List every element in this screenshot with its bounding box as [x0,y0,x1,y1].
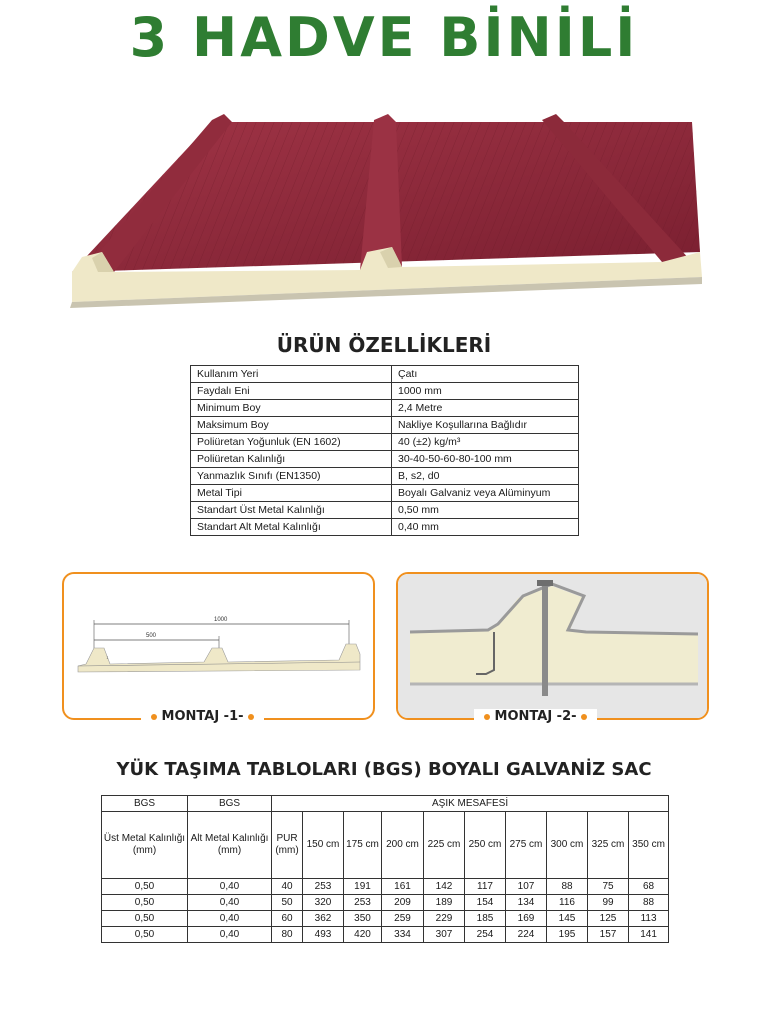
spec-value: 0,50 mm [392,502,579,519]
bullet-dot-icon [151,714,157,720]
table-row [191,400,579,417]
cell: 191 [344,879,382,895]
cell: 0,50 [102,911,188,927]
upper-metal-header: Üst Metal Kalınlığı (mm) [102,812,188,879]
montaj-1-label: MONTAJ -1- [161,709,244,724]
spec-value: 2,4 Metre [392,400,579,417]
cell: 99 [588,895,629,911]
pur-header: PUR (mm) [272,812,303,879]
span-col-header: 250 cm [465,812,506,879]
bgs-header-1: BGS [102,796,188,812]
cell: 40 [272,879,303,895]
cell: 75 [588,879,629,895]
spec-label: Kullanım Yeri [191,366,392,383]
cell: 0,50 [102,895,188,911]
table-row [191,417,579,434]
cell: 362 [303,911,344,927]
cell: 169 [506,911,547,927]
cell: 154 [465,895,506,911]
montaj-2-label: MONTAJ -2- [494,709,577,724]
load-table [101,795,669,943]
table-row [102,812,669,879]
roof-panel-illustration [62,112,707,312]
cell: 0,40 [188,927,272,943]
cell: 254 [465,927,506,943]
table-row [191,366,579,383]
table-row [191,451,579,468]
cell: 334 [382,927,424,943]
montaj-2-diagram [398,574,707,718]
table-row [102,927,669,943]
cell: 209 [382,895,424,911]
cell: 157 [588,927,629,943]
dim-total-label: 1000 [214,617,228,623]
span-col-header: 325 cm [588,812,629,879]
spec-label: Maksimum Boy [191,417,392,434]
table-row [191,502,579,519]
table-row [191,468,579,485]
span-col-header: 200 cm [382,812,424,879]
cell: 50 [272,895,303,911]
table-row [102,911,669,927]
spec-value: 1000 mm [392,383,579,400]
lower-metal-header: Alt Metal Kalınlığı (mm) [188,812,272,879]
cell: 125 [588,911,629,927]
spec-label: Standart Alt Metal Kalınlığı [191,519,392,536]
cell: 224 [506,927,547,943]
montaj-1-caption [141,709,264,724]
span-col-header: 275 cm [506,812,547,879]
spec-label: Faydalı Eni [191,383,392,400]
table-row [191,485,579,502]
cell: 420 [344,927,382,943]
cell: 134 [506,895,547,911]
table-row [102,895,669,911]
spec-value: B, s2, d0 [392,468,579,485]
cell: 60 [272,911,303,927]
cell: 253 [344,895,382,911]
cell: 68 [629,879,669,895]
cell: 88 [547,879,588,895]
cell: 320 [303,895,344,911]
cell: 88 [629,895,669,911]
spec-value: Çatı [392,366,579,383]
montaj-1-box [62,572,375,720]
montaj-2-box [396,572,709,720]
cell: 0,50 [102,879,188,895]
bullet-dot-icon [484,714,490,720]
cell: 113 [629,911,669,927]
page-title: 3 HADVE BİNİLİ [129,6,639,69]
span-col-header: 300 cm [547,812,588,879]
span-header: AŞIK MESAFESİ [272,796,669,812]
montaj-2-caption [474,709,597,724]
cell: 145 [547,911,588,927]
cell: 229 [424,911,465,927]
spec-label: Poliüretan Yoğunluk (EN 1602) [191,434,392,451]
cell: 142 [424,879,465,895]
spec-label: Poliüretan Kalınlığı [191,451,392,468]
cell: 117 [465,879,506,895]
svg-text:↕: ↕ [106,655,109,661]
load-table-title: YÜK TAŞIMA TABLOLARI (BGS) BOYALI GALVANİZ SAC [116,759,652,780]
table-row [191,434,579,451]
spec-label: Standart Üst Metal Kalınlığı [191,502,392,519]
cell: 0,40 [188,879,272,895]
roof-panel-image [62,112,707,312]
montaj-1-diagram [64,574,373,718]
span-col-header: 175 cm [344,812,382,879]
spec-label: Yanmazlık Sınıfı (EN1350) [191,468,392,485]
cell: 307 [424,927,465,943]
cell: 161 [382,879,424,895]
cell: 253 [303,879,344,895]
dim-half-label: 500 [146,633,157,639]
cell: 0,50 [102,927,188,943]
table-row [191,519,579,536]
cell: 80 [272,927,303,943]
cell: 195 [547,927,588,943]
spec-value: Nakliye Koşullarına Bağlıdır [392,417,579,434]
spec-value: Boyalı Galvaniz veya Alüminyum [392,485,579,502]
specs-table [190,365,579,536]
cell: 107 [506,879,547,895]
table-row [102,796,669,812]
cell: 0,40 [188,895,272,911]
spec-label: Minimum Boy [191,400,392,417]
spec-value: 0,40 mm [392,519,579,536]
cell: 493 [303,927,344,943]
cell: 350 [344,911,382,927]
bgs-header-2: BGS [188,796,272,812]
cell: 185 [465,911,506,927]
span-col-header: 225 cm [424,812,465,879]
bullet-dot-icon [581,714,587,720]
cell: 189 [424,895,465,911]
cell: 141 [629,927,669,943]
span-col-header: 150 cm [303,812,344,879]
bullet-dot-icon [248,714,254,720]
cell: 259 [382,911,424,927]
table-row [191,383,579,400]
specs-title: ÜRÜN ÖZELLİKLERİ [276,333,492,357]
cell: 116 [547,895,588,911]
table-row [102,879,669,895]
spec-value: 40 (±2) kg/m³ [392,434,579,451]
span-col-header: 350 cm [629,812,669,879]
spec-label: Metal Tipi [191,485,392,502]
spec-value: 30-40-50-60-80-100 mm [392,451,579,468]
cell: 0,40 [188,911,272,927]
